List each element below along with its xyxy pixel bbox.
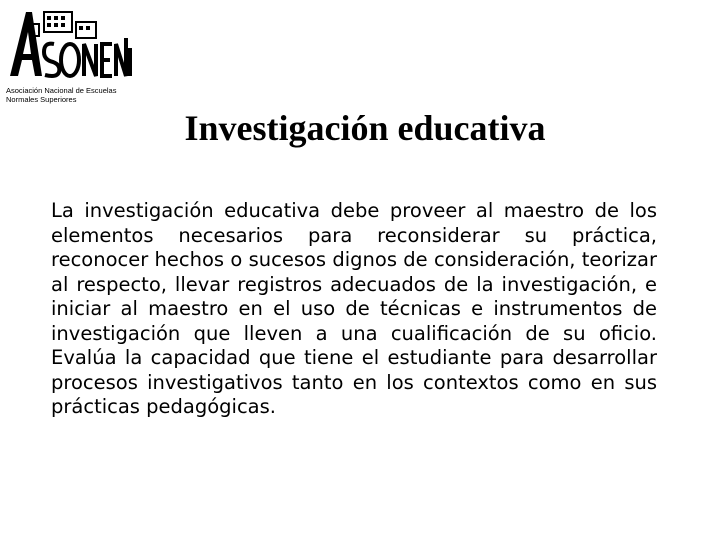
body-paragraph: La investigación educativa debe proveer al maestro de los elementos necesarios para reconsiderar su práctica, reconocer hechos o sucesos dignos de consideración, teorizar al respecto, llevar registros adecuados de la investigación, e iniciar al maestro en el uso de técnicas e instrumentos de investigación que lleven a una cualificación de su oficio. Evalúa la capacidad que tiene el estudiante para desarrollar procesos investigativos tanto en los contextos como en sus prácticas pedagógicas. — [51, 199, 657, 418]
logo-caption-line1: Asociación Nacional de Escuelas — [6, 86, 117, 95]
logo-mark-icon — [4, 8, 134, 88]
slide-title: Investigación educativa — [184, 108, 546, 148]
asonen-logo — [4, 8, 134, 118]
logo-caption-line2: Normales Superiores — [6, 95, 77, 104]
logo-caption — [6, 86, 156, 104]
